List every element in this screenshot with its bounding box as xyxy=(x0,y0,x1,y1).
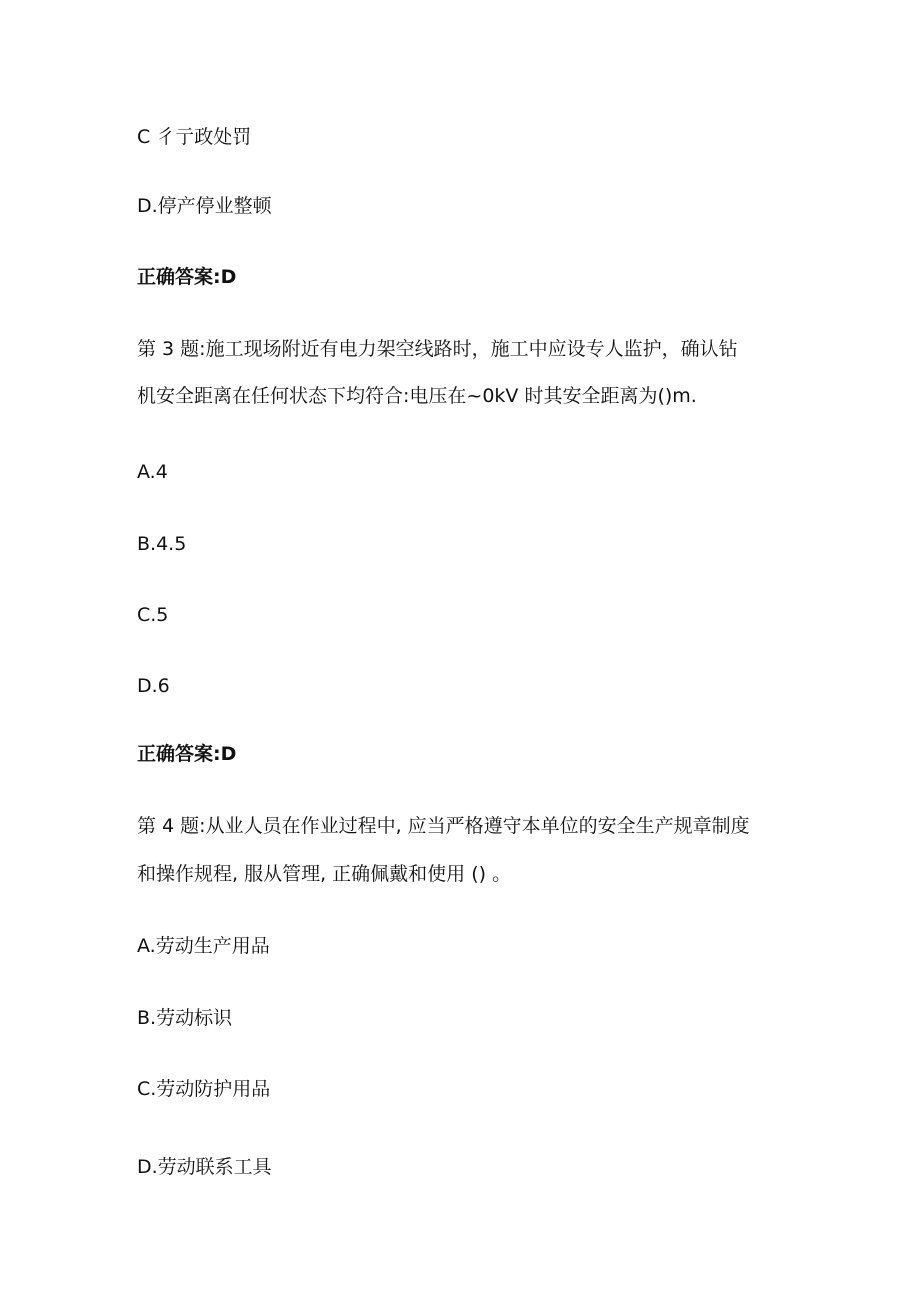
q4-option-c: C.劳动防护用品 xyxy=(137,1078,271,1100)
q3-stem-line1: 第 3 题:施工现场附近有电力架空线路时，施工中应设专人监护，确认钻 xyxy=(137,338,738,360)
q3-option-c: C.5 xyxy=(137,604,169,626)
q2-answer: 正确答案:D xyxy=(137,266,237,288)
q3-answer: 正确答案:D xyxy=(137,743,237,765)
q4-option-b: B.劳动标识 xyxy=(137,1007,233,1029)
q4-stem-line1: 第 4 题:从业人员在作业过程中, 应当严格遵守本单位的安全生产规章制度 xyxy=(137,815,750,837)
q2-option-c: C 彳亍政处罚 xyxy=(137,126,252,148)
q4-option-a: A.劳动生产用品 xyxy=(137,935,270,957)
q3-option-d: D.6 xyxy=(137,675,170,697)
q3-option-a: A.4 xyxy=(137,461,168,483)
q2-option-d: D.停产停业整顿 xyxy=(137,195,272,217)
q4-option-d: D.劳动联系工具 xyxy=(137,1156,272,1178)
q4-stem-line2: 和操作规程, 服从管理, 正确佩戴和使用 () 。 xyxy=(137,863,512,885)
q3-option-b: B.4.5 xyxy=(137,533,187,555)
q3-stem-line2: 机安全距离在任何状态下均符合:电压在~0kV 时其安全距离为()m. xyxy=(137,385,697,407)
